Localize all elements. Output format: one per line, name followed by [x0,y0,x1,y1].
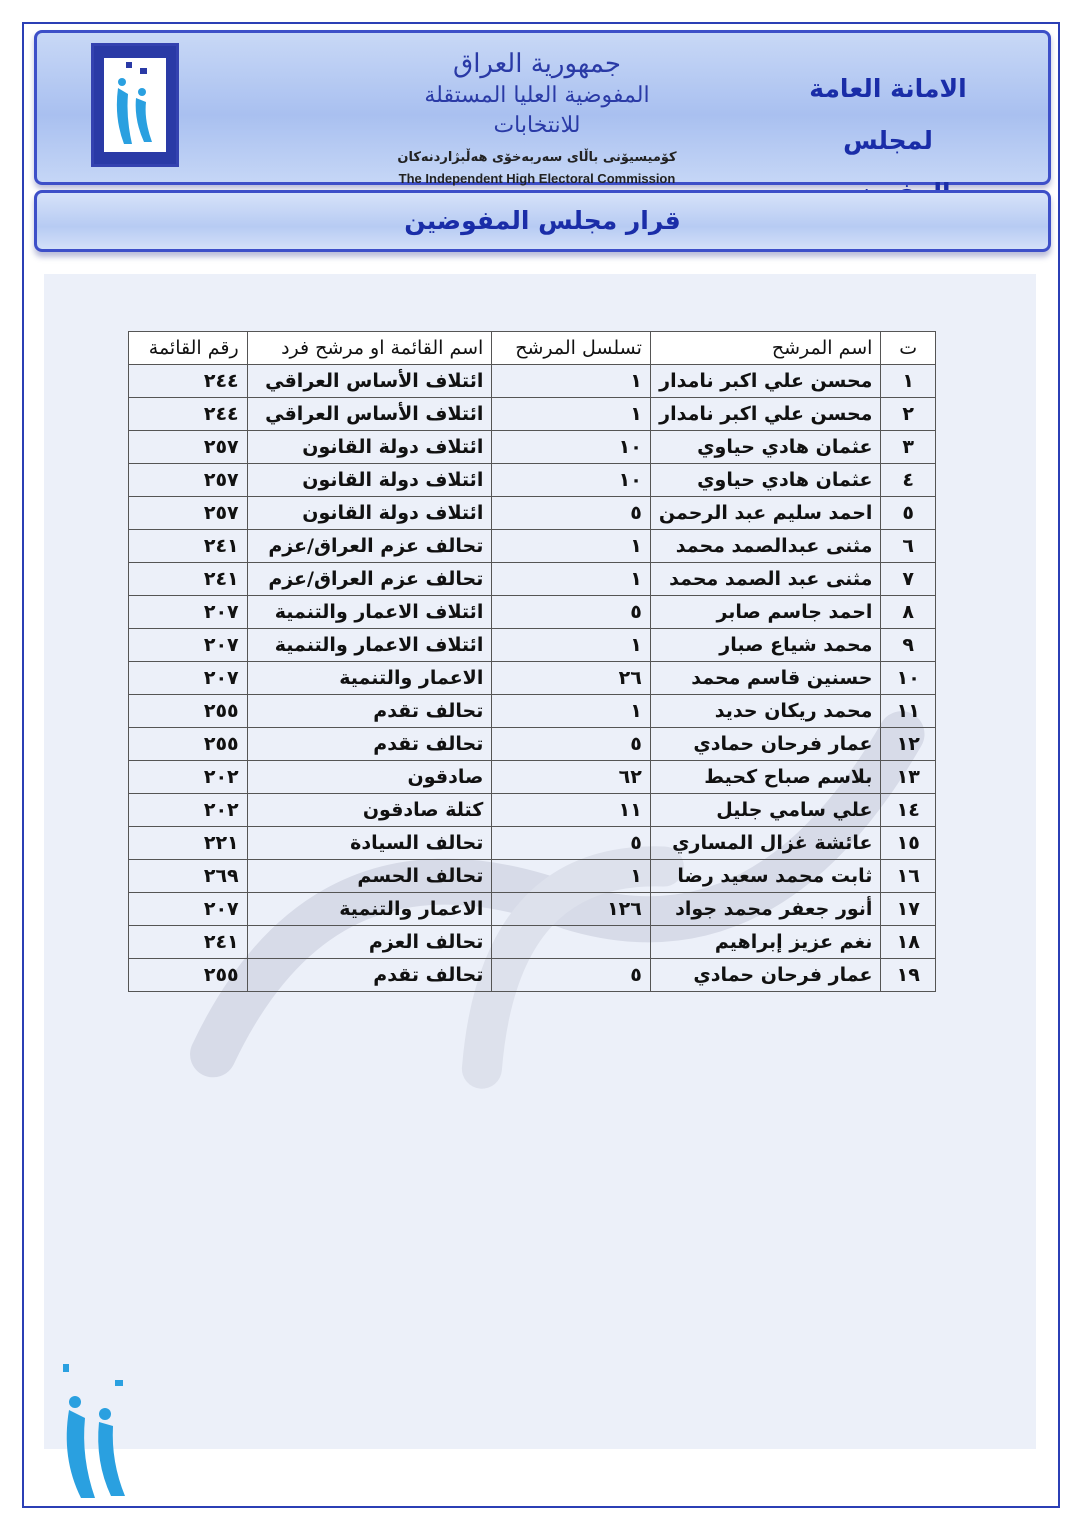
row-list-name: الاعمار والتنمية [247,662,492,695]
row-index: ٣ [881,431,936,464]
row-index: ٢ [881,398,936,431]
table-row [129,728,936,761]
row-list-number: ٢٠٧ [129,662,248,695]
table-row [129,398,936,431]
row-candidate-seq: ٦٢ [492,761,651,794]
row-candidate-seq: ٢٦ [492,662,651,695]
row-list-name: ائتلاف دولة القانون [247,464,492,497]
row-candidate-name: عثمان هادي حياوي [650,464,881,497]
document-header [34,30,1051,185]
row-list-name: تحالف العزم [247,926,492,959]
row-list-name: تحالف تقدم [247,959,492,992]
row-list-name: ائتلاف الأساس العراقي [247,365,492,398]
row-list-number: ٢٥٧ [129,464,248,497]
row-candidate-name: مثنى عبد الصمد محمد [650,563,881,596]
secretariat-line-1: الامانة العامة [809,74,967,103]
row-candidate-name: عمار فرحان حمادي [650,959,881,992]
row-index: ١١ [881,695,936,728]
crest-kurdish-title: كۆمیسیۆنی باڵای سەربەخۆی هەڵبژاردنەكان [397,150,677,165]
row-candidate-seq: ١ [492,860,651,893]
row-candidate-seq: ٥ [492,728,651,761]
row-list-name: تحالف عزم العراق/عزم [247,530,492,563]
table-row [129,827,936,860]
row-index: ١٦ [881,860,936,893]
header-candidate-name: اسم المرشح [650,332,881,365]
row-candidate-name: أنور جعفر محمد جواد [650,893,881,926]
row-index: ٧ [881,563,936,596]
row-candidate-seq: ١ [492,365,651,398]
secretariat-line-2: لمجلس [843,126,933,155]
row-index: ١٩ [881,959,936,992]
row-candidate-name: احمد سليم عبد الرحمن [650,497,881,530]
row-list-number: ٢٥٥ [129,695,248,728]
table-row [129,662,936,695]
table-row [129,596,936,629]
table-row [129,959,936,992]
row-candidate-seq: ١ [492,530,651,563]
row-index: ١٧ [881,893,936,926]
row-list-name: كتلة صادقون [247,794,492,827]
row-list-number: ٢٠٧ [129,629,248,662]
row-index: ١٠ [881,662,936,695]
row-candidate-name: محسن علي اكبر نامدار [650,398,881,431]
banner-title: قرار مجلس المفوضين [404,206,681,235]
row-list-number: ٢٢١ [129,827,248,860]
row-candidate-seq: ١٢٦ [492,893,651,926]
table-header-row [129,332,936,365]
crest-arabic-subtitle: المفوضية العليا المستقلة للانتخابات [424,83,650,138]
table-row [129,365,936,398]
row-list-name: تحالف الحسم [247,860,492,893]
row-index: ١ [881,365,936,398]
row-candidate-name: نغم عزيز إبراهيم [650,926,881,959]
table-row [129,794,936,827]
row-candidate-seq: ١٠ [492,464,651,497]
table-row [129,893,936,926]
row-list-number: ٢٤٤ [129,365,248,398]
row-candidate-name: محمد ريكان حديد [650,695,881,728]
row-list-name: صادقون [247,761,492,794]
row-list-number: ٢٤١ [129,563,248,596]
row-list-number: ٢٠٢ [129,794,248,827]
row-list-number: ٢٤١ [129,926,248,959]
row-list-number: ٢٥٥ [129,959,248,992]
row-candidate-name: حسنين قاسم محمد [650,662,881,695]
table-row [129,563,936,596]
row-candidate-seq: ١ [492,398,651,431]
row-candidate-name: مثنى عبدالصمد محمد [650,530,881,563]
row-list-number: ٢٤٤ [129,398,248,431]
candidates-table [128,331,936,992]
row-candidate-seq [492,926,651,959]
row-list-number: ٢٥٧ [129,431,248,464]
row-index: ٨ [881,596,936,629]
row-index: ٩ [881,629,936,662]
row-index: ٥ [881,497,936,530]
row-index: ١٤ [881,794,936,827]
logo-emblem-icon [104,58,166,152]
row-index: ٤ [881,464,936,497]
row-candidate-name: عثمان هادي حياوي [650,431,881,464]
table-row [129,464,936,497]
table-row [129,695,936,728]
row-candidate-name: محسن علي اكبر نامدار [650,365,881,398]
row-candidate-name: ثابت محمد سعيد رضا [650,860,881,893]
crest-english-title: The Independent High Electoral Commission [398,171,676,186]
row-candidate-seq: ٥ [492,827,651,860]
row-candidate-seq: ٥ [492,497,651,530]
row-list-name: تحالف عزم العراق/عزم [247,563,492,596]
row-list-name: ائتلاف الاعمار والتنمية [247,596,492,629]
row-candidate-seq: ١٠ [492,431,651,464]
table-row [129,860,936,893]
row-list-number: ٢٥٧ [129,497,248,530]
row-list-number: ٢٠٧ [129,596,248,629]
row-candidate-seq: ١١ [492,794,651,827]
ihec-logo [91,43,179,167]
decision-banner [34,190,1051,252]
row-candidate-seq: ٥ [492,596,651,629]
row-list-number: ٢٠٧ [129,893,248,926]
row-list-name: ائتلاف الأساس العراقي [247,398,492,431]
row-list-name: الاعمار والتنمية [247,893,492,926]
row-candidate-seq: ١ [492,563,651,596]
row-candidate-name: عائشة غزال المساري [650,827,881,860]
footer-logo-icon [55,1362,135,1502]
row-list-name: ائتلاف الاعمار والتنمية [247,629,492,662]
row-candidate-name: عمار فرحان حمادي [650,728,881,761]
row-list-number: ٢٤١ [129,530,248,563]
row-candidate-name: محمد شياع صبار [650,629,881,662]
row-list-name: تحالف تقدم [247,695,492,728]
header-list-number: رقم القائمة [129,332,248,365]
row-index: ٦ [881,530,936,563]
header-index: ت [881,332,936,365]
row-list-name: ائتلاف دولة القانون [247,431,492,464]
commission-crest [397,41,677,186]
row-candidate-seq: ١ [492,629,651,662]
row-candidate-seq: ٥ [492,959,651,992]
row-index: ١٣ [881,761,936,794]
row-list-name: تحالف السيادة [247,827,492,860]
table-row [129,431,936,464]
row-list-number: ٢٥٥ [129,728,248,761]
row-candidate-name: احمد جاسم صابر [650,596,881,629]
table-row [129,497,936,530]
header-candidate-seq: تسلسل المرشح [492,332,651,365]
row-index: ١٢ [881,728,936,761]
row-index: ١٥ [881,827,936,860]
header-list-name: اسم القائمة او مرشح فرد [247,332,492,365]
crest-arabic-title: جمهورية العراق [453,49,621,79]
row-list-name: تحالف تقدم [247,728,492,761]
row-candidate-seq: ١ [492,695,651,728]
row-list-number: ٢٦٩ [129,860,248,893]
row-candidate-name: بلاسم صباح كحيط [650,761,881,794]
table-row [129,761,936,794]
row-list-name: ائتلاف دولة القانون [247,497,492,530]
row-list-number: ٢٠٢ [129,761,248,794]
table-row [129,629,936,662]
row-candidate-name: علي سامي جليل [650,794,881,827]
table-row [129,926,936,959]
row-index: ١٨ [881,926,936,959]
table-row [129,530,936,563]
